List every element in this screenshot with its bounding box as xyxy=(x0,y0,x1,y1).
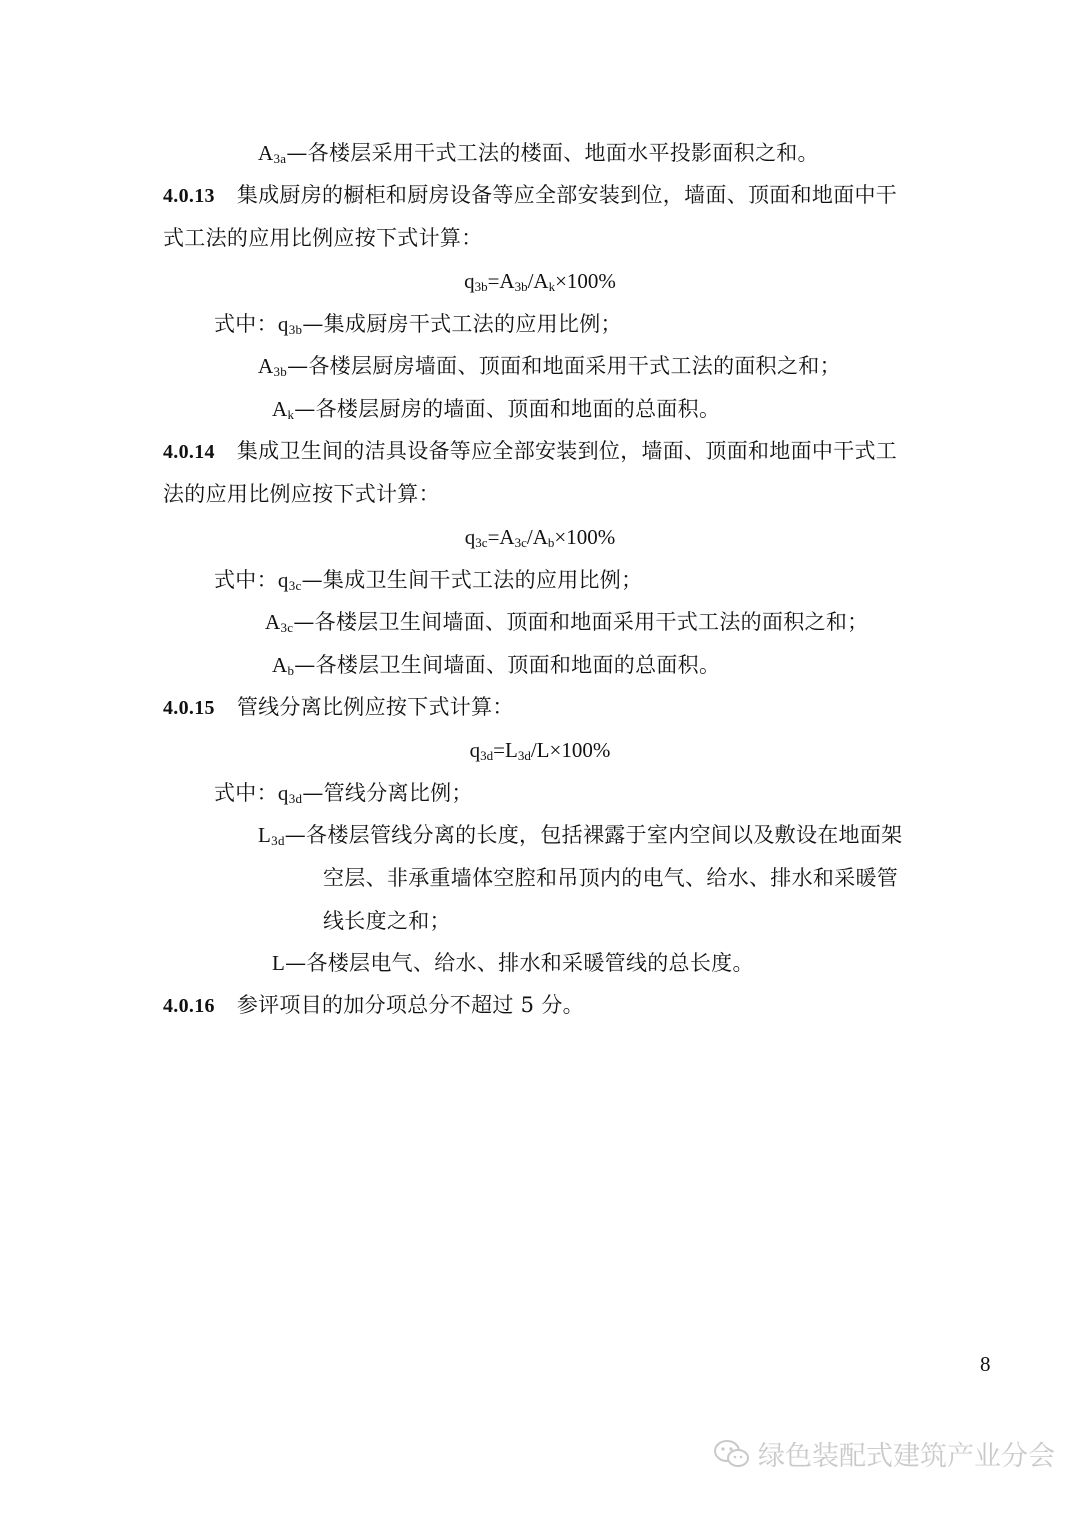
clause-4-0-14-cont: 法的应用比例应按下式计算： xyxy=(163,482,440,506)
clause-4-0-16: 4.0.16 参评项目的加分项总分不超过 5 分。 xyxy=(163,993,584,1017)
clause-4-0-15: 4.0.15 管线分离比例应按下式计算： xyxy=(163,695,514,719)
clause-4-0-13: 4.0.13 集成厨房的橱柜和厨房设备等应全部安装到位，墙面、顶面和地面中干 xyxy=(163,183,898,207)
definition-ab: $A_b—$各楼层卫生间墙面、顶面和地面的总面积。 xyxy=(272,653,721,678)
wechat-icon xyxy=(712,1438,752,1470)
clause-4-0-14: 4.0.14 集成卫生间的洁具设备等应全部安装到位，墙面、顶面和地面中干式工 xyxy=(163,439,898,463)
definition-l3d: $L_{3d}—$各楼层管线分离的长度，包括裸露于室内空间以及敷设在地面架 xyxy=(258,823,903,848)
page-number: 8 xyxy=(980,1352,991,1376)
definition-q3b: 式中：$q_{3b}—$集成厨房干式工法的应用比例； xyxy=(214,312,622,337)
definition-l: L—各楼层电气、给水、排水和采暖管线的总长度。 xyxy=(272,951,754,975)
watermark xyxy=(712,1434,1055,1473)
definition-a3a: $A_{3a}—$各楼层采用干式工法的楼面、地面水平投影面积之和。 xyxy=(258,141,819,166)
formula-q3d: $q_{3d}=L_{3d}/L\times 100\%$ xyxy=(469,738,611,763)
clause-number: 4.0.14 xyxy=(163,441,215,463)
definition-ak: $A_k—$各楼层厨房的墙面、顶面和地面的总面积。 xyxy=(272,397,721,422)
definition-a3c: $A_{3c}—$各楼层卫生间墙面、顶面和地面采用干式工法的面积之和； xyxy=(265,610,869,635)
definition-q3c: 式中：$q_{3c}—$集成卫生间干式工法的应用比例； xyxy=(214,568,643,593)
definition-l3d-cont-1: 空层、非承重墙体空腔和吊顶内的电气、给水、排水和采暖管 xyxy=(323,866,899,890)
clause-number: 4.0.13 xyxy=(163,185,215,207)
clause-4-0-13-cont: 式工法的应用比例应按下式计算： xyxy=(163,226,483,250)
formula-q3b: $q_{3b}=A_{3b}/A_k\times 100\%$ xyxy=(464,269,616,294)
definition-l3d-cont-2: 线长度之和； xyxy=(323,909,451,933)
formula-q3c: $q_{3c}=A_{3c}/A_b\times 100\%$ xyxy=(464,525,616,550)
definition-q3d: 式中：$q_{3d}—$管线分离比例； xyxy=(214,781,473,806)
watermark-text: 绿色装配式建筑产业分会 xyxy=(758,1441,1055,1472)
clause-number: 4.0.15 xyxy=(163,697,215,719)
definition-a3b: $A_{3b}—$各楼层厨房墙面、顶面和地面采用干式工法的面积之和； xyxy=(258,354,841,379)
clause-number: 4.0.16 xyxy=(163,995,215,1017)
